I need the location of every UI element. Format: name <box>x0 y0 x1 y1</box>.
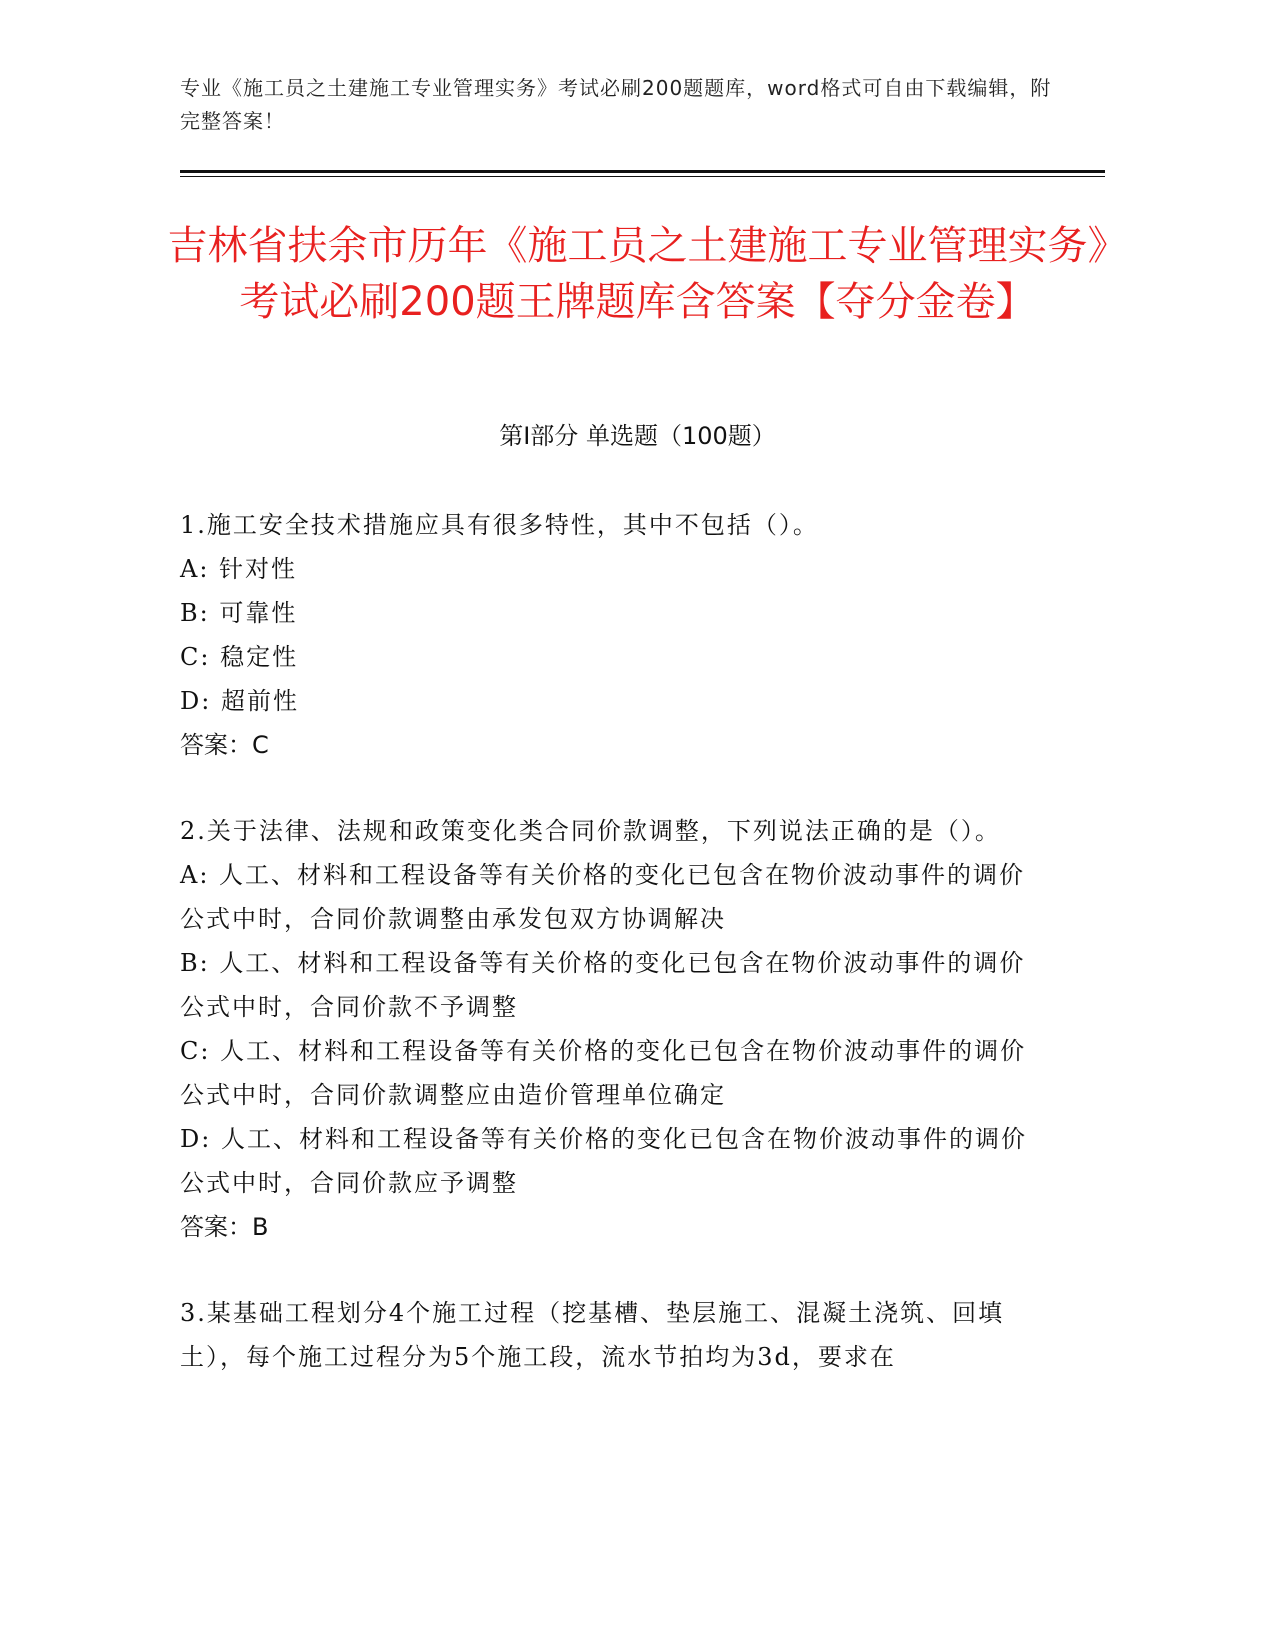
option-c: C: 稳定性 <box>180 643 299 671</box>
option-a: A: 人工、材料和工程设备等有关价格的变化已包含在物价波动事件的调价公式中时，合同价款调整由承发包双方协调解决 <box>180 861 1026 933</box>
option-b: B: 可靠性 <box>180 599 298 627</box>
answer-line: 答案：C <box>180 731 269 759</box>
option-d: D: 超前性 <box>180 687 299 715</box>
header-divider-thin <box>180 176 1105 177</box>
header-divider-thick <box>180 170 1105 173</box>
option-d: D: 人工、材料和工程设备等有关价格的变化已包含在物价波动事件的调价公式中时，合同价款应予调整 <box>180 1125 1027 1197</box>
question-1 <box>180 503 1040 767</box>
question-stem: 2.关于法律、法规和政策变化类合同价款调整，下列说法正确的是（）。 <box>180 817 1001 845</box>
document-title: 吉林省扶余市历年《施工员之土建施工专业管理实务》考试必刷200题王牌题库含答案【夺分金卷】 <box>167 223 1108 325</box>
section-heading: 第I部分 单选题（100题） <box>499 422 776 450</box>
question-3 <box>180 1291 1040 1379</box>
question-list <box>180 503 1040 1421</box>
answer-line: 答案：B <box>180 1213 269 1241</box>
question-2 <box>180 809 1040 1249</box>
question-stem: 1.施工安全技术措施应具有很多特性，其中不包括（）。 <box>180 511 819 539</box>
option-b: B: 人工、材料和工程设备等有关价格的变化已包含在物价波动事件的调价公式中时，合同价款不予调整 <box>180 949 1026 1021</box>
question-stem: 3.某基础工程划分4个施工过程（挖基槽、垫层施工、混凝土浇筑、回填土），每个施工过程分为5个施工段，流水节拍均为3d，要求在 <box>180 1299 1005 1371</box>
option-a: A: 针对性 <box>180 555 298 583</box>
header-note: 专业《施工员之土建施工专业管理实务》考试必刷200题题库，word格式可自由下载编辑，附完整答案！ <box>180 76 1052 133</box>
option-c: C: 人工、材料和工程设备等有关价格的变化已包含在物价波动事件的调价公式中时，合同价款调整应由造价管理单位确定 <box>180 1037 1027 1109</box>
